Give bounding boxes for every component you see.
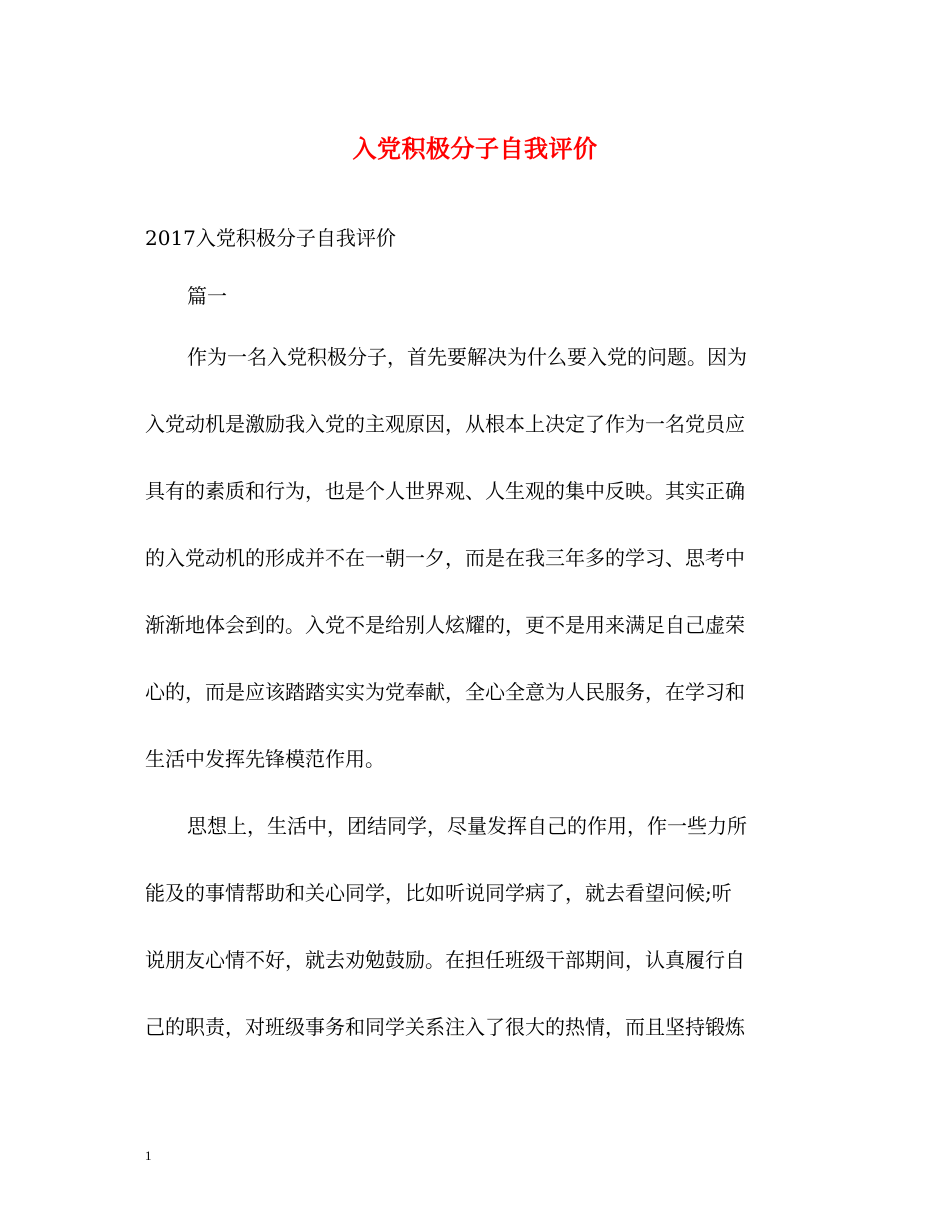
paragraph-line: 生活中发挥先锋模范作用。 [145,747,385,771]
paragraph-line: 具有的素质和行为，也是个人世界观、人生观的集中反映。其实正确 [145,479,745,503]
paragraph-line: 的入党动机的形成并不在一朝一夕，而是在我三年多的学习、思考中 [145,546,745,570]
paragraph-line: 作为一名入党积极分子，首先要解决为什么要入党的问题。因为 [187,345,747,369]
document-title: 入党积极分子自我评价 [352,134,598,163]
paragraph-line: 渐渐地体会到的。入党不是给别人炫耀的，更不是用来满足自己虚荣 [145,613,745,637]
paragraph-line: 能及的事情帮助和关心同学，比如听说同学病了，就去看望问候;听 [145,881,732,905]
paragraph-line: 己的职责，对班级事务和同学关系注入了很大的热情，而且坚持锻炼 [145,1015,745,1039]
paragraph-line: 入党动机是激励我入党的主观原因，从根本上决定了作为一名党员应 [145,412,745,436]
page-number: 1 [145,1148,152,1163]
paragraph-line: 思想上，生活中，团结同学，尽量发挥自己的作用，作一些力所 [187,814,747,838]
section-heading: 篇一 [187,284,227,308]
paragraph-line: 心的，而是应该踏踏实实为党奉献，全心全意为人民服务，在学习和 [145,680,745,704]
document-subtitle: 2017入党积极分子自我评价 [145,226,396,250]
paragraph-line: 说朋友心情不好，就去劝勉鼓励。在担任班级干部期间，认真履行自 [145,948,745,972]
